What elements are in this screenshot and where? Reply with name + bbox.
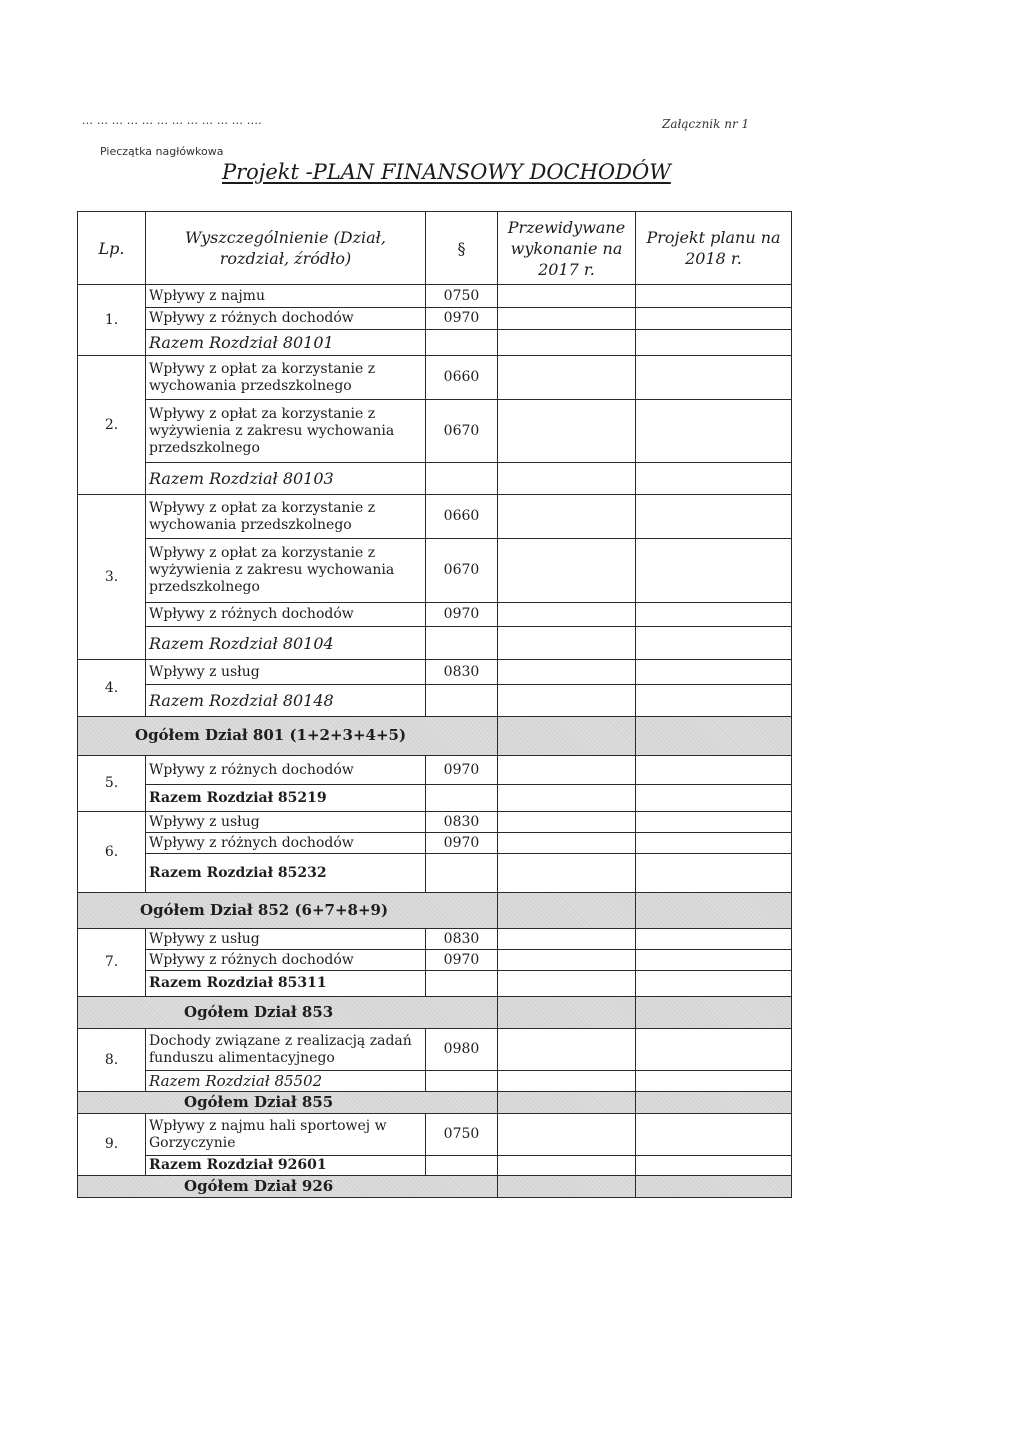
row-paragraph: 0970 [426, 603, 498, 627]
row-description: Wpływy z różnych dochodów [146, 308, 426, 330]
total-label-cell [78, 893, 498, 929]
row-paragraph: 0970 [426, 833, 498, 854]
row-paragraph [426, 785, 498, 812]
table-row [78, 785, 792, 812]
table-row [78, 812, 792, 833]
row-plan [636, 627, 792, 660]
table-row [78, 330, 792, 356]
row-expected [498, 1114, 636, 1156]
row-plan [636, 400, 792, 463]
table-row [78, 495, 792, 539]
row-expected [498, 1176, 636, 1198]
total-row [78, 1176, 792, 1198]
table-row [78, 950, 792, 971]
row-plan [636, 756, 792, 785]
row-expected [498, 1156, 636, 1176]
row-expected [498, 1029, 636, 1071]
finance-plan-table [77, 211, 792, 1198]
row-expected [498, 1092, 636, 1114]
row-expected [498, 627, 636, 660]
table-row [78, 1114, 792, 1156]
row-paragraph [426, 971, 498, 997]
subtotal-label: Razem Rozdział 80104 [146, 627, 426, 660]
row-plan [636, 1114, 792, 1156]
subtotal-label: Razem Rozdział 80148 [146, 685, 426, 717]
subtotal-label: Razem Rozdział 85219 [146, 785, 426, 812]
row-paragraph: 0980 [426, 1029, 498, 1071]
table-row [78, 685, 792, 717]
row-plan [636, 685, 792, 717]
row-plan [636, 893, 792, 929]
row-expected [498, 971, 636, 997]
row-plan [636, 1092, 792, 1114]
row-description: Wpływy z różnych dochodów [146, 603, 426, 627]
row-expected [498, 893, 636, 929]
row-expected [498, 463, 636, 495]
row-paragraph: 0970 [426, 756, 498, 785]
row-plan [636, 997, 792, 1029]
total-row [78, 717, 792, 756]
row-lp: 3. [78, 495, 146, 660]
row-plan [636, 971, 792, 997]
row-description: Wpływy z różnych dochodów [146, 950, 426, 971]
table-row [78, 756, 792, 785]
row-description: Wpływy z usług [146, 660, 426, 685]
header-description: Wyszczególnienie (Dział, rozdział, źródło) [146, 212, 426, 285]
subtotal-label: Razem Rozdział 80103 [146, 463, 426, 495]
row-expected [498, 330, 636, 356]
table-header-row [78, 212, 792, 285]
row-paragraph: 0830 [426, 812, 498, 833]
row-expected [498, 785, 636, 812]
row-plan [636, 463, 792, 495]
row-paragraph: 0750 [426, 1114, 498, 1156]
row-plan [636, 785, 792, 812]
row-description: Wpływy z opłat za korzystanie z wychowania przedszkolnego [146, 495, 426, 539]
total-label: Ogółem Dział 926 [184, 1176, 334, 1195]
row-plan [636, 854, 792, 893]
row-paragraph: 0670 [426, 400, 498, 463]
table-row [78, 833, 792, 854]
row-lp: 7. [78, 929, 146, 997]
table-row [78, 308, 792, 330]
row-paragraph: 0970 [426, 950, 498, 971]
row-plan [636, 356, 792, 400]
header-plan-2018: Projekt planu na 2018 r. [636, 212, 792, 285]
row-expected [498, 997, 636, 1029]
row-expected [498, 495, 636, 539]
annex-label: Załącznik nr 1 [662, 117, 750, 131]
row-plan [636, 1156, 792, 1176]
row-plan [636, 660, 792, 685]
table-row [78, 400, 792, 463]
row-plan [636, 539, 792, 603]
table-row [78, 627, 792, 660]
row-expected [498, 308, 636, 330]
subtotal-label: Razem Rozdział 92601 [146, 1156, 426, 1176]
row-lp: 6. [78, 812, 146, 893]
row-expected [498, 717, 636, 756]
row-plan [636, 603, 792, 627]
total-row [78, 997, 792, 1029]
row-paragraph [426, 685, 498, 717]
row-expected [498, 539, 636, 603]
table-row [78, 603, 792, 627]
row-description: Wpływy z usług [146, 929, 426, 950]
row-lp: 5. [78, 756, 146, 812]
header-lp: Lp. [78, 212, 146, 285]
row-description: Wpływy z opłat za korzystanie z wyżywienia z zakresu wychowania przedszkolnego [146, 539, 426, 603]
row-plan [636, 1029, 792, 1071]
row-paragraph: 0750 [426, 285, 498, 308]
row-expected [498, 400, 636, 463]
table-row [78, 854, 792, 893]
row-expected [498, 660, 636, 685]
table-row [78, 971, 792, 997]
table-row [78, 929, 792, 950]
subtotal-label: Razem Rozdział 85502 [146, 1071, 426, 1092]
row-lp: 4. [78, 660, 146, 717]
table-row [78, 1029, 792, 1071]
row-expected [498, 929, 636, 950]
row-plan [636, 495, 792, 539]
row-expected [498, 854, 636, 893]
row-description: Dochody związane z realizacją zadań funduszu alimentacyjnego [146, 1029, 426, 1071]
subtotal-label: Razem Rozdział 85311 [146, 971, 426, 997]
row-plan [636, 950, 792, 971]
row-paragraph: 0670 [426, 539, 498, 603]
row-expected [498, 950, 636, 971]
row-expected [498, 356, 636, 400]
row-description: Wpływy z opłat za korzystanie z wyżywienia z zakresu wychowania przedszkolnego [146, 400, 426, 463]
total-label: Ogółem Dział 853 [184, 1002, 334, 1021]
row-paragraph [426, 854, 498, 893]
stamp-placeholder: ... ... ... ... ... ... ... ... ... ... ... .... [82, 112, 262, 127]
table-row [78, 356, 792, 400]
row-paragraph: 0660 [426, 356, 498, 400]
row-lp: 8. [78, 1029, 146, 1092]
row-paragraph: 0830 [426, 660, 498, 685]
table-row [78, 1156, 792, 1176]
row-description: Wpływy z najmu hali sportowej w Gorzyczynie [146, 1114, 426, 1156]
total-row [78, 1092, 792, 1114]
subtotal-label: Razem Rozdział 80101 [146, 330, 426, 356]
table-row [78, 1071, 792, 1092]
total-label: Ogółem Dział 801 (1+2+3+4+5) [135, 726, 407, 744]
row-paragraph [426, 1071, 498, 1092]
row-description: Wpływy z najmu [146, 285, 426, 308]
table-row [78, 660, 792, 685]
table-row [78, 463, 792, 495]
row-plan [636, 929, 792, 950]
stamp-label: Pieczątka nagłówkowa [100, 145, 224, 158]
table-row [78, 539, 792, 603]
row-description: Wpływy z opłat za korzystanie z wychowania przedszkolnego [146, 356, 426, 400]
row-plan [636, 1176, 792, 1198]
document-title: Projekt -PLAN FINANSOWY DOCHODÓW [222, 160, 671, 184]
row-expected [498, 833, 636, 854]
row-expected [498, 756, 636, 785]
row-paragraph: 0970 [426, 308, 498, 330]
row-plan [636, 285, 792, 308]
row-plan [636, 1071, 792, 1092]
row-paragraph: 0830 [426, 929, 498, 950]
row-lp: 2. [78, 356, 146, 495]
row-paragraph [426, 463, 498, 495]
total-label: Ogółem Dział 852 (6+7+8+9) [140, 900, 389, 919]
row-lp: 1. [78, 285, 146, 356]
row-description: Wpływy z różnych dochodów [146, 833, 426, 854]
row-description: Wpływy z różnych dochodów [146, 756, 426, 785]
row-expected [498, 685, 636, 717]
row-expected [498, 812, 636, 833]
header-paragraph: § [426, 212, 498, 285]
row-expected [498, 1071, 636, 1092]
row-plan [636, 812, 792, 833]
row-plan [636, 833, 792, 854]
total-label-cell [78, 717, 498, 756]
row-plan [636, 308, 792, 330]
row-lp: 9. [78, 1114, 146, 1176]
total-row [78, 893, 792, 929]
total-label-cell [78, 1092, 498, 1114]
row-paragraph [426, 627, 498, 660]
header-expected-2017: Przewidywane wykonanie na 2017 r. [498, 212, 636, 285]
row-plan [636, 717, 792, 756]
total-label-cell [78, 997, 498, 1029]
row-paragraph [426, 330, 498, 356]
subtotal-label: Razem Rozdział 85232 [146, 854, 426, 893]
row-description: Wpływy z usług [146, 812, 426, 833]
table-row [78, 285, 792, 308]
row-paragraph [426, 1156, 498, 1176]
row-paragraph: 0660 [426, 495, 498, 539]
row-plan [636, 330, 792, 356]
row-expected [498, 285, 636, 308]
row-expected [498, 603, 636, 627]
total-label: Ogółem Dział 855 [184, 1092, 334, 1111]
total-label-cell [78, 1176, 498, 1198]
